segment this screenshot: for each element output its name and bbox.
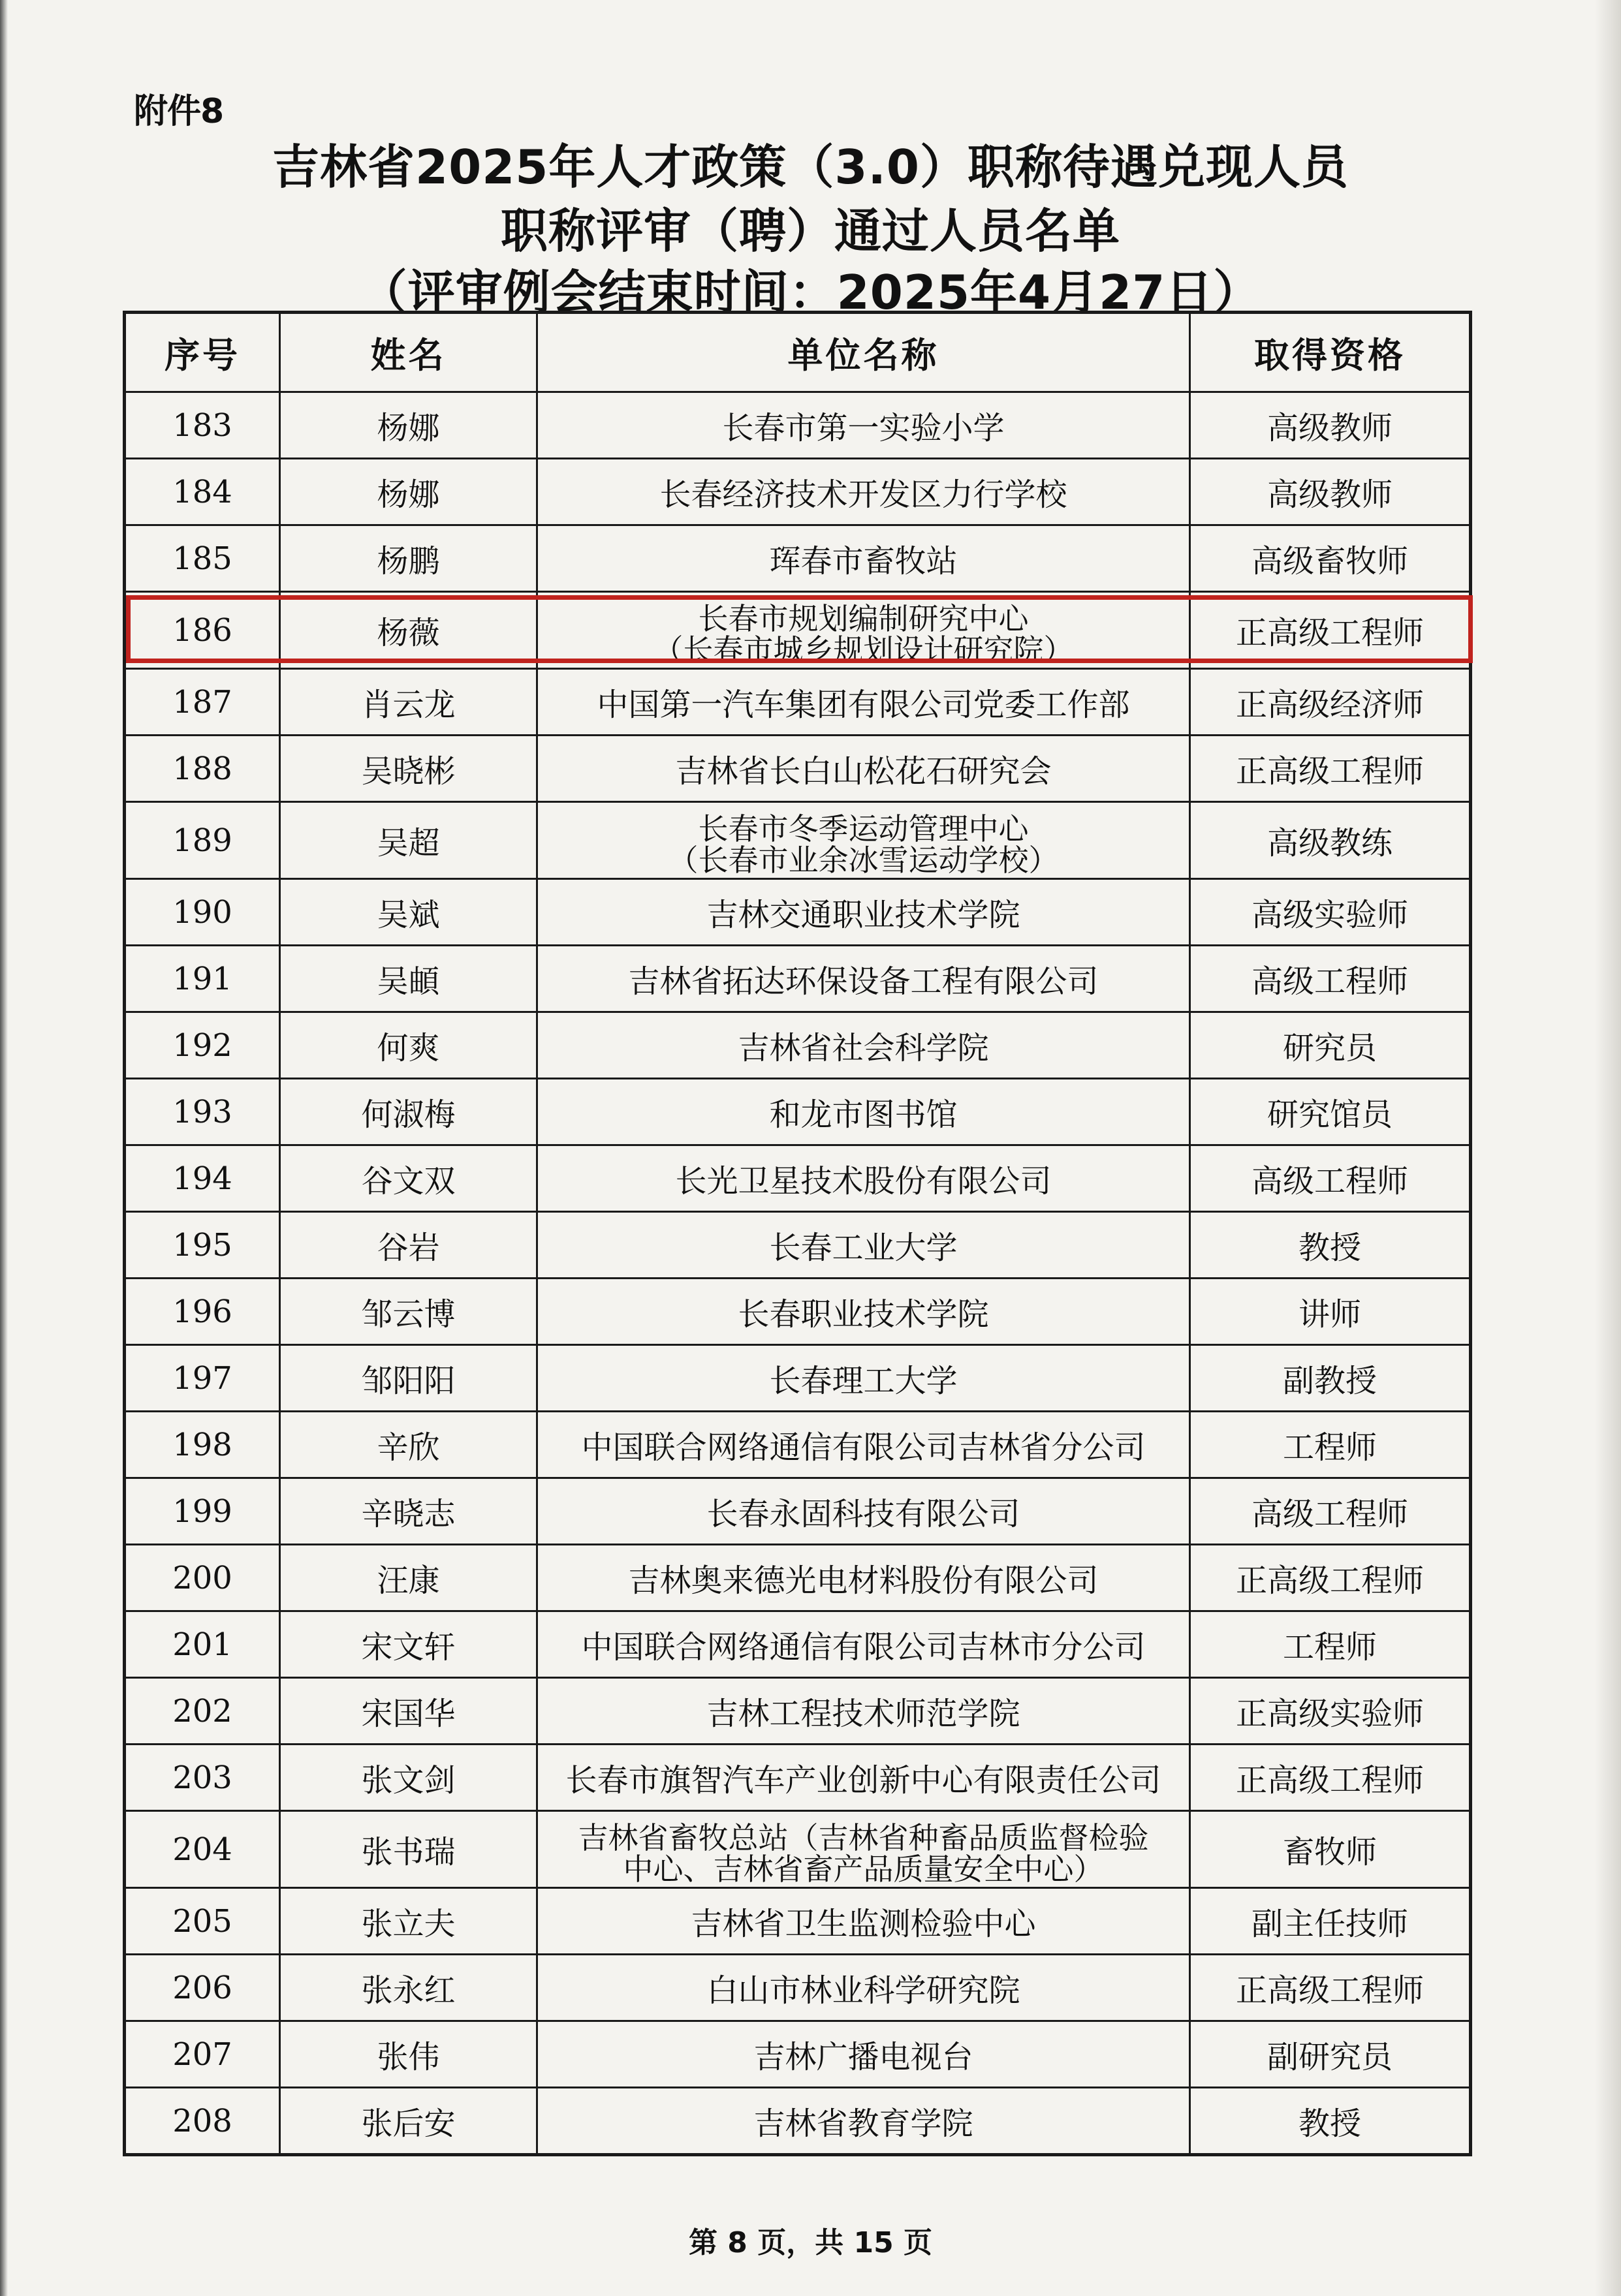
table-row — [125, 802, 1471, 879]
header-unit: 单位名称 — [537, 313, 1190, 392]
row-qualification: 高级实验师 — [1190, 879, 1471, 946]
row-name: 邹云博 — [280, 1279, 537, 1345]
scan-edge-shadow — [0, 0, 8, 2296]
row-number: 206 — [125, 1955, 280, 2021]
row-qualification: 教授 — [1190, 2088, 1471, 2155]
row-name: 张后安 — [280, 2088, 537, 2155]
table-row — [125, 1279, 1471, 1345]
row-number: 190 — [125, 879, 280, 946]
row-unit: 长春市第一实验小学 — [537, 392, 1190, 459]
table-row — [125, 1611, 1471, 1678]
row-unit: 吉林省长白山松花石研究会 — [537, 736, 1190, 802]
row-number: 188 — [125, 736, 280, 802]
table-row — [125, 1745, 1471, 1811]
row-name: 杨鹏 — [280, 525, 537, 592]
row-name: 吴超 — [280, 802, 537, 879]
row-number: 186 — [125, 592, 280, 669]
row-unit — [537, 1811, 1190, 1888]
personnel-table — [123, 311, 1472, 2156]
header-no: 序号 — [125, 313, 280, 392]
table-row — [125, 1345, 1471, 1412]
row-number: 205 — [125, 1888, 280, 1955]
row-name: 何爽 — [280, 1012, 537, 1079]
row-unit-line-2: （长春市城乡规划设计研究院） — [653, 632, 1074, 668]
row-name: 杨娜 — [280, 459, 537, 525]
row-number: 185 — [125, 525, 280, 592]
row-name: 谷文双 — [280, 1145, 537, 1212]
row-number: 183 — [125, 392, 280, 459]
row-unit: 长春市旗智汽车产业创新中心有限责任公司 — [537, 1745, 1190, 1811]
row-qualification: 讲师 — [1190, 1279, 1471, 1345]
row-name: 吴晓彬 — [280, 736, 537, 802]
row-qualification: 高级工程师 — [1190, 1478, 1471, 1545]
row-name: 宋文轩 — [280, 1611, 537, 1678]
row-unit: 长春经济技术开发区力行学校 — [537, 459, 1190, 525]
row-qualification: 副教授 — [1190, 1345, 1471, 1412]
row-number: 195 — [125, 1212, 280, 1279]
row-name: 张书瑞 — [280, 1811, 537, 1888]
row-number: 192 — [125, 1012, 280, 1079]
row-number: 197 — [125, 1345, 280, 1412]
table-row — [125, 1811, 1471, 1888]
title-line-1: 吉林省2025年人才政策（3.0）职称待遇兑现人员 — [272, 140, 1349, 194]
row-unit: 吉林省社会科学院 — [537, 1012, 1190, 1079]
row-unit: 吉林工程技术师范学院 — [537, 1678, 1190, 1745]
row-unit-line-1: 长春市规划编制研究中心 — [698, 601, 1029, 636]
table-row — [125, 592, 1471, 669]
table-row — [125, 1478, 1471, 1545]
row-unit: 和龙市图书馆 — [537, 1079, 1190, 1145]
table-header-row — [125, 313, 1471, 392]
row-number: 202 — [125, 1678, 280, 1745]
table-row — [125, 1888, 1471, 1955]
row-qualification: 研究馆员 — [1190, 1079, 1471, 1145]
row-qualification: 教授 — [1190, 1212, 1471, 1279]
row-number: 199 — [125, 1478, 280, 1545]
row-unit: 吉林省拓达环保设备工程有限公司 — [537, 946, 1190, 1012]
row-qualification: 高级教师 — [1190, 392, 1471, 459]
row-number: 187 — [125, 669, 280, 736]
page-footer: 第 8 页，共 15 页 — [688, 2226, 933, 2259]
table-row — [125, 459, 1471, 525]
row-qualification: 高级教师 — [1190, 459, 1471, 525]
table-row — [125, 2021, 1471, 2088]
row-qualification: 正高级工程师 — [1190, 1955, 1471, 2021]
row-number: 184 — [125, 459, 280, 525]
row-number: 196 — [125, 1279, 280, 1345]
table-row — [125, 1412, 1471, 1478]
row-qualification: 副研究员 — [1190, 2021, 1471, 2088]
row-qualification: 副主任技师 — [1190, 1888, 1471, 1955]
row-unit: 长光卫星技术股份有限公司 — [537, 1145, 1190, 1212]
row-number: 198 — [125, 1412, 280, 1478]
row-qualification: 正高级工程师 — [1190, 736, 1471, 802]
row-number: 194 — [125, 1145, 280, 1212]
row-qualification: 正高级实验师 — [1190, 1678, 1471, 1745]
row-name: 谷岩 — [280, 1212, 537, 1279]
header-qualification: 取得资格 — [1190, 313, 1471, 392]
row-unit — [537, 592, 1190, 669]
row-unit-line-1: 吉林省畜牧总站（吉林省种畜品质监督检验 — [578, 1820, 1149, 1855]
row-qualification: 畜牧师 — [1190, 1811, 1471, 1888]
row-name: 杨娜 — [280, 392, 537, 459]
table-row — [125, 1212, 1471, 1279]
table-row — [125, 669, 1471, 736]
row-name: 张立夫 — [280, 1888, 537, 1955]
attachment-label: 附件8 — [134, 92, 224, 131]
header-name: 姓名 — [280, 313, 537, 392]
row-unit-line-1: 长春市冬季运动管理中心 — [698, 811, 1029, 846]
row-qualification: 高级工程师 — [1190, 946, 1471, 1012]
row-qualification: 工程师 — [1190, 1611, 1471, 1678]
row-unit: 长春工业大学 — [537, 1212, 1190, 1279]
row-qualification: 正高级工程师 — [1190, 1545, 1471, 1611]
row-name: 肖云龙 — [280, 669, 537, 736]
row-unit-line-2: （长春市业余冰雪运动学校） — [668, 843, 1059, 878]
row-qualification: 正高级经济师 — [1190, 669, 1471, 736]
row-number: 200 — [125, 1545, 280, 1611]
row-qualification: 正高级工程师 — [1190, 1745, 1471, 1811]
row-qualification: 高级教练 — [1190, 802, 1471, 879]
row-name: 吴頔 — [280, 946, 537, 1012]
row-name: 辛欣 — [280, 1412, 537, 1478]
row-unit: 白山市林业科学研究院 — [537, 1955, 1190, 2021]
table-body — [125, 392, 1471, 2155]
table-row — [125, 525, 1471, 592]
row-qualification: 高级工程师 — [1190, 1145, 1471, 1212]
row-unit: 长春永固科技有限公司 — [537, 1478, 1190, 1545]
row-name: 吴斌 — [280, 879, 537, 946]
row-unit: 吉林广播电视台 — [537, 2021, 1190, 2088]
table-row — [125, 1145, 1471, 1212]
table-row — [125, 736, 1471, 802]
row-name: 张伟 — [280, 2021, 537, 2088]
table-row — [125, 879, 1471, 946]
row-name: 张文剑 — [280, 1745, 537, 1811]
row-name: 何淑梅 — [280, 1079, 537, 1145]
row-unit: 吉林交通职业技术学院 — [537, 879, 1190, 946]
row-qualification: 研究员 — [1190, 1012, 1471, 1079]
row-qualification: 高级畜牧师 — [1190, 525, 1471, 592]
row-qualification: 正高级工程师 — [1190, 592, 1471, 669]
table-row — [125, 392, 1471, 459]
row-unit: 吉林省卫生监测检验中心 — [537, 1888, 1190, 1955]
row-number: 207 — [125, 2021, 280, 2088]
table-row — [125, 1545, 1471, 1611]
row-unit — [537, 802, 1190, 879]
row-qualification: 工程师 — [1190, 1412, 1471, 1478]
row-unit-line-2: 中心、吉林省畜产品质量安全中心） — [623, 1852, 1104, 1887]
table-row — [125, 1079, 1471, 1145]
row-unit: 长春职业技术学院 — [537, 1279, 1190, 1345]
row-name: 宋国华 — [280, 1678, 537, 1745]
table-row — [125, 946, 1471, 1012]
table-row — [125, 1955, 1471, 2021]
table-row — [125, 1012, 1471, 1079]
row-number: 193 — [125, 1079, 280, 1145]
title-line-2: 职称评审（聘）通过人员名单 — [500, 204, 1120, 258]
table-row — [125, 2088, 1471, 2155]
row-unit: 吉林奥来德光电材料股份有限公司 — [537, 1545, 1190, 1611]
row-unit: 吉林省教育学院 — [537, 2088, 1190, 2155]
row-unit: 中国联合网络通信有限公司吉林市分公司 — [537, 1611, 1190, 1678]
table-row — [125, 1678, 1471, 1745]
row-name: 张永红 — [280, 1955, 537, 2021]
row-unit: 长春理工大学 — [537, 1345, 1190, 1412]
row-name: 辛晓志 — [280, 1478, 537, 1545]
row-unit: 中国第一汽车集团有限公司党委工作部 — [537, 669, 1190, 736]
row-number: 208 — [125, 2088, 280, 2155]
row-number: 189 — [125, 802, 280, 879]
row-unit: 珲春市畜牧站 — [537, 525, 1190, 592]
row-number: 203 — [125, 1745, 280, 1811]
row-name: 汪康 — [280, 1545, 537, 1611]
row-number: 204 — [125, 1811, 280, 1888]
row-number: 201 — [125, 1611, 280, 1678]
row-number: 191 — [125, 946, 280, 1012]
row-name: 邹阳阳 — [280, 1345, 537, 1412]
row-name: 杨薇 — [280, 592, 537, 669]
scan-edge-shadow-right — [1595, 0, 1621, 2296]
title-line-3: （评审例会结束时间：2025年4月27日） — [360, 265, 1261, 320]
row-unit: 中国联合网络通信有限公司吉林省分公司 — [537, 1412, 1190, 1478]
